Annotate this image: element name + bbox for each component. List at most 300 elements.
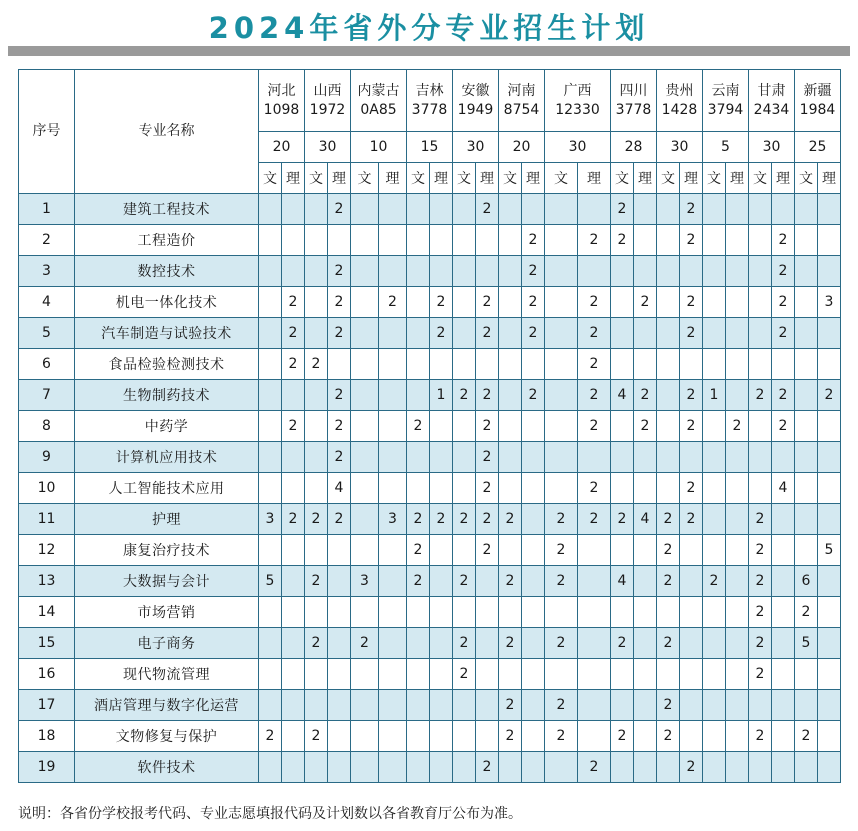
plan-count-cell xyxy=(772,566,795,597)
plan-count-cell xyxy=(703,256,726,287)
plan-count-cell xyxy=(259,442,282,473)
plan-count-cell xyxy=(499,256,522,287)
province-name: 广西 xyxy=(563,82,592,99)
footnote: 说明：各省份学校报考代码、专业志愿填报代码及计划数以各省教育厅公布为准。 xyxy=(18,806,522,822)
major-name: 食品检验检测技术 xyxy=(75,349,259,380)
plan-count-cell: 2 xyxy=(545,535,578,566)
plan-count-cell xyxy=(259,225,282,256)
type-science: 理 xyxy=(379,163,407,194)
plan-count-cell: 4 xyxy=(634,504,657,535)
type-liberal-arts: 文 xyxy=(657,163,680,194)
plan-count-cell xyxy=(259,659,282,690)
plan-count-cell xyxy=(379,349,407,380)
plan-count-cell xyxy=(578,256,611,287)
row-serial-number: 2 xyxy=(19,225,75,256)
plan-count-cell xyxy=(379,225,407,256)
plan-count-cell xyxy=(772,535,795,566)
province-name: 河南 xyxy=(507,82,536,99)
province-quota: 5 xyxy=(703,132,749,163)
plan-count-cell xyxy=(522,473,545,504)
plan-count-cell: 2 xyxy=(328,504,351,535)
plan-count-cell xyxy=(453,752,476,783)
province-header-row xyxy=(19,70,841,132)
table-row xyxy=(19,287,841,318)
plan-count-cell xyxy=(795,752,818,783)
plan-count-cell xyxy=(351,380,379,411)
plan-count-cell xyxy=(499,225,522,256)
type-science: 理 xyxy=(726,163,749,194)
province-header xyxy=(749,70,795,132)
plan-count-cell: 3 xyxy=(351,566,379,597)
plan-count-cell xyxy=(545,411,578,442)
province-quota: 30 xyxy=(657,132,703,163)
plan-count-cell xyxy=(305,256,328,287)
plan-count-cell xyxy=(351,597,379,628)
plan-count-cell xyxy=(795,349,818,380)
plan-count-cell xyxy=(657,349,680,380)
plan-count-cell: 2 xyxy=(407,566,430,597)
row-serial-number: 3 xyxy=(19,256,75,287)
plan-count-cell xyxy=(680,721,703,752)
plan-count-cell xyxy=(772,659,795,690)
plan-count-cell xyxy=(795,535,818,566)
plan-count-cell xyxy=(578,194,611,225)
plan-count-cell xyxy=(453,349,476,380)
plan-count-cell xyxy=(407,690,430,721)
plan-count-cell: 2 xyxy=(795,721,818,752)
plan-count-cell: 2 xyxy=(578,287,611,318)
plan-count-cell xyxy=(328,225,351,256)
plan-count-cell xyxy=(328,628,351,659)
plan-count-cell xyxy=(351,194,379,225)
plan-count-cell xyxy=(578,628,611,659)
plan-count-cell: 2 xyxy=(453,566,476,597)
plan-count-cell: 2 xyxy=(328,287,351,318)
major-name: 现代物流管理 xyxy=(75,659,259,690)
plan-count-cell: 2 xyxy=(407,411,430,442)
plan-count-cell xyxy=(578,721,611,752)
plan-count-cell: 2 xyxy=(430,287,453,318)
plan-count-cell xyxy=(282,628,305,659)
plan-count-cell xyxy=(818,566,841,597)
plan-count-cell: 2 xyxy=(305,349,328,380)
plan-count-cell xyxy=(351,225,379,256)
type-science: 理 xyxy=(578,163,611,194)
plan-count-cell xyxy=(611,535,634,566)
plan-count-cell xyxy=(305,535,328,566)
plan-count-cell xyxy=(305,597,328,628)
plan-count-cell: 2 xyxy=(476,473,499,504)
plan-count-cell: 2 xyxy=(305,721,328,752)
plan-count-cell xyxy=(379,721,407,752)
plan-count-cell xyxy=(453,721,476,752)
plan-count-cell xyxy=(499,411,522,442)
table-row xyxy=(19,628,841,659)
plan-count-cell: 4 xyxy=(328,473,351,504)
plan-count-cell xyxy=(351,504,379,535)
plan-count-cell xyxy=(749,442,772,473)
plan-count-cell xyxy=(351,721,379,752)
plan-count-cell xyxy=(634,349,657,380)
plan-count-cell xyxy=(407,473,430,504)
plan-count-cell: 2 xyxy=(657,628,680,659)
plan-count-cell: 2 xyxy=(680,194,703,225)
table-row xyxy=(19,597,841,628)
plan-count-cell xyxy=(430,225,453,256)
type-liberal-arts: 文 xyxy=(545,163,578,194)
plan-count-cell: 2 xyxy=(680,411,703,442)
plan-count-cell xyxy=(749,256,772,287)
plan-count-cell xyxy=(545,442,578,473)
province-quota: 30 xyxy=(749,132,795,163)
province-name: 山西 xyxy=(313,82,342,99)
province-code: 1098 xyxy=(263,101,300,118)
plan-count-cell xyxy=(818,721,841,752)
plan-count-cell: 2 xyxy=(522,380,545,411)
plan-count-cell xyxy=(305,225,328,256)
plan-count-cell xyxy=(703,690,726,721)
plan-count-cell xyxy=(282,566,305,597)
plan-count-cell xyxy=(522,752,545,783)
province-header xyxy=(795,70,841,132)
plan-count-cell xyxy=(476,349,499,380)
plan-count-cell: 1 xyxy=(703,380,726,411)
plan-count-cell: 2 xyxy=(453,380,476,411)
plan-count-cell xyxy=(634,628,657,659)
plan-count-cell: 2 xyxy=(772,318,795,349)
plan-count-cell xyxy=(305,752,328,783)
plan-count-cell xyxy=(657,411,680,442)
plan-count-cell xyxy=(749,318,772,349)
province-name: 贵州 xyxy=(665,82,694,99)
plan-count-cell: 2 xyxy=(476,411,499,442)
plan-count-cell: 2 xyxy=(305,504,328,535)
plan-count-cell: 2 xyxy=(680,752,703,783)
plan-count-cell xyxy=(328,566,351,597)
plan-count-cell xyxy=(328,535,351,566)
plan-count-cell: 2 xyxy=(328,411,351,442)
type-science: 理 xyxy=(282,163,305,194)
plan-count-cell xyxy=(305,287,328,318)
plan-count-cell xyxy=(499,287,522,318)
plan-count-cell xyxy=(634,318,657,349)
plan-count-cell xyxy=(657,225,680,256)
plan-count-cell xyxy=(772,690,795,721)
province-header xyxy=(499,70,545,132)
table-row xyxy=(19,349,841,380)
plan-count-cell xyxy=(772,349,795,380)
plan-count-cell xyxy=(453,256,476,287)
plan-count-cell xyxy=(634,194,657,225)
plan-count-cell xyxy=(351,318,379,349)
province-name: 吉林 xyxy=(415,82,444,99)
plan-count-cell xyxy=(430,473,453,504)
plan-count-cell xyxy=(545,349,578,380)
plan-count-cell: 2 xyxy=(476,318,499,349)
table-row xyxy=(19,225,841,256)
plan-count-cell xyxy=(545,225,578,256)
plan-count-cell xyxy=(611,442,634,473)
plan-count-cell: 2 xyxy=(657,535,680,566)
province-name: 新疆 xyxy=(803,82,832,99)
plan-count-cell xyxy=(407,194,430,225)
table-row xyxy=(19,473,841,504)
plan-count-cell xyxy=(545,256,578,287)
plan-count-cell xyxy=(282,721,305,752)
plan-count-cell xyxy=(259,597,282,628)
plan-count-cell xyxy=(703,442,726,473)
plan-count-cell: 3 xyxy=(259,504,282,535)
plan-count-cell xyxy=(795,256,818,287)
plan-count-cell xyxy=(795,473,818,504)
enrollment-plan-table xyxy=(18,69,841,783)
plan-count-cell xyxy=(703,318,726,349)
plan-count-cell xyxy=(726,225,749,256)
plan-count-cell xyxy=(407,442,430,473)
plan-count-cell xyxy=(795,194,818,225)
plan-count-cell xyxy=(522,411,545,442)
plan-count-cell xyxy=(726,690,749,721)
plan-count-cell: 2 xyxy=(611,628,634,659)
plan-count-cell xyxy=(703,287,726,318)
plan-count-cell xyxy=(726,535,749,566)
plan-count-cell xyxy=(305,690,328,721)
plan-count-cell xyxy=(749,194,772,225)
row-serial-number: 7 xyxy=(19,380,75,411)
plan-count-cell: 2 xyxy=(522,256,545,287)
plan-count-cell: 2 xyxy=(578,318,611,349)
plan-count-cell xyxy=(749,473,772,504)
plan-count-cell xyxy=(818,504,841,535)
plan-count-cell xyxy=(351,287,379,318)
row-serial-number: 13 xyxy=(19,566,75,597)
plan-count-cell xyxy=(726,752,749,783)
province-header xyxy=(259,70,305,132)
plan-count-cell xyxy=(749,287,772,318)
plan-count-cell xyxy=(818,628,841,659)
plan-count-cell xyxy=(430,721,453,752)
province-code: 8754 xyxy=(503,101,540,118)
province-code: 1972 xyxy=(309,101,346,118)
plan-count-cell xyxy=(749,752,772,783)
plan-count-cell xyxy=(522,194,545,225)
plan-count-cell xyxy=(726,597,749,628)
plan-count-cell xyxy=(795,442,818,473)
plan-count-cell xyxy=(611,256,634,287)
plan-count-cell: 2 xyxy=(749,628,772,659)
province-code: 3778 xyxy=(615,101,652,118)
plan-count-cell xyxy=(476,659,499,690)
plan-count-cell xyxy=(703,194,726,225)
plan-count-cell: 2 xyxy=(545,628,578,659)
plan-count-cell xyxy=(351,349,379,380)
province-code: 1984 xyxy=(799,101,836,118)
table-row xyxy=(19,256,841,287)
plan-count-cell: 2 xyxy=(430,318,453,349)
plan-count-cell xyxy=(772,752,795,783)
plan-count-cell xyxy=(259,411,282,442)
plan-count-cell xyxy=(795,380,818,411)
major-name: 市场营销 xyxy=(75,597,259,628)
plan-count-cell xyxy=(282,659,305,690)
plan-count-cell xyxy=(703,535,726,566)
plan-count-cell xyxy=(430,194,453,225)
plan-count-cell xyxy=(611,287,634,318)
province-name: 甘肃 xyxy=(757,82,786,99)
plan-count-cell xyxy=(772,504,795,535)
plan-count-cell xyxy=(680,256,703,287)
plan-count-cell: 2 xyxy=(407,535,430,566)
plan-count-cell xyxy=(430,752,453,783)
plan-count-cell xyxy=(351,535,379,566)
plan-count-cell xyxy=(282,597,305,628)
plan-count-cell xyxy=(476,628,499,659)
plan-count-cell xyxy=(578,659,611,690)
plan-count-cell: 2 xyxy=(749,566,772,597)
plan-count-cell: 2 xyxy=(772,225,795,256)
plan-count-cell xyxy=(259,628,282,659)
plan-count-cell xyxy=(611,473,634,504)
plan-count-cell: 4 xyxy=(772,473,795,504)
plan-count-cell xyxy=(379,566,407,597)
type-liberal-arts: 文 xyxy=(407,163,430,194)
plan-count-cell: 2 xyxy=(772,380,795,411)
plan-count-cell: 2 xyxy=(578,752,611,783)
plan-count-cell xyxy=(726,566,749,597)
plan-count-cell xyxy=(453,597,476,628)
plan-count-cell xyxy=(328,597,351,628)
plan-count-cell xyxy=(379,256,407,287)
plan-count-cell xyxy=(453,194,476,225)
plan-count-cell: 2 xyxy=(611,225,634,256)
plan-count-cell: 2 xyxy=(657,504,680,535)
plan-count-cell xyxy=(499,318,522,349)
major-name: 计算机应用技术 xyxy=(75,442,259,473)
plan-count-cell xyxy=(259,380,282,411)
plan-count-cell: 2 xyxy=(476,752,499,783)
plan-count-cell xyxy=(611,597,634,628)
plan-count-cell xyxy=(476,597,499,628)
plan-count-cell xyxy=(657,442,680,473)
plan-count-cell xyxy=(818,225,841,256)
table-row xyxy=(19,318,841,349)
plan-count-cell: 2 xyxy=(611,194,634,225)
plan-count-cell xyxy=(657,318,680,349)
province-header xyxy=(703,70,749,132)
major-name: 建筑工程技术 xyxy=(75,194,259,225)
plan-count-cell xyxy=(407,597,430,628)
table-row xyxy=(19,721,841,752)
plan-count-cell xyxy=(351,442,379,473)
province-name: 河北 xyxy=(267,82,296,99)
plan-count-cell xyxy=(522,597,545,628)
plan-count-cell xyxy=(453,411,476,442)
plan-count-cell: 2 xyxy=(476,380,499,411)
plan-count-cell xyxy=(305,318,328,349)
type-liberal-arts: 文 xyxy=(453,163,476,194)
row-serial-number: 10 xyxy=(19,473,75,504)
plan-count-cell xyxy=(634,225,657,256)
plan-count-cell xyxy=(328,752,351,783)
plan-count-cell: 2 xyxy=(282,318,305,349)
plan-count-cell: 2 xyxy=(680,380,703,411)
plan-count-cell xyxy=(522,659,545,690)
plan-count-cell xyxy=(379,411,407,442)
plan-count-cell xyxy=(499,194,522,225)
type-liberal-arts: 文 xyxy=(259,163,282,194)
plan-count-cell xyxy=(726,721,749,752)
plan-count-cell xyxy=(795,659,818,690)
plan-count-cell xyxy=(703,473,726,504)
row-serial-number: 5 xyxy=(19,318,75,349)
table-row xyxy=(19,442,841,473)
province-quota: 30 xyxy=(545,132,611,163)
plan-count-cell xyxy=(379,318,407,349)
plan-count-cell xyxy=(726,318,749,349)
plan-count-cell: 2 xyxy=(351,628,379,659)
plan-count-cell xyxy=(703,597,726,628)
table-row xyxy=(19,194,841,225)
plan-count-cell: 2 xyxy=(680,473,703,504)
plan-count-cell: 4 xyxy=(611,380,634,411)
plan-count-cell xyxy=(578,566,611,597)
plan-count-cell xyxy=(795,318,818,349)
plan-count-cell: 2 xyxy=(282,411,305,442)
plan-count-cell xyxy=(379,659,407,690)
plan-count-cell xyxy=(453,690,476,721)
plan-count-cell: 5 xyxy=(818,535,841,566)
plan-count-cell xyxy=(351,411,379,442)
plan-count-cell: 2 xyxy=(795,597,818,628)
plan-count-cell xyxy=(795,287,818,318)
plan-count-cell xyxy=(703,225,726,256)
table-row xyxy=(19,690,841,721)
plan-count-cell: 2 xyxy=(634,411,657,442)
plan-count-cell xyxy=(818,256,841,287)
plan-count-cell: 2 xyxy=(818,380,841,411)
plan-count-cell xyxy=(499,380,522,411)
row-serial-number: 16 xyxy=(19,659,75,690)
plan-count-cell: 2 xyxy=(407,504,430,535)
plan-count-cell xyxy=(772,442,795,473)
plan-count-cell xyxy=(818,442,841,473)
plan-count-cell xyxy=(430,690,453,721)
major-name: 文物修复与保护 xyxy=(75,721,259,752)
plan-count-cell xyxy=(703,504,726,535)
plan-count-cell xyxy=(305,473,328,504)
plan-count-cell xyxy=(657,659,680,690)
plan-count-cell xyxy=(634,566,657,597)
plan-count-cell xyxy=(522,349,545,380)
plan-count-cell xyxy=(818,411,841,442)
row-serial-number: 19 xyxy=(19,752,75,783)
plan-count-cell: 2 xyxy=(453,628,476,659)
plan-count-cell xyxy=(578,535,611,566)
plan-count-cell xyxy=(680,566,703,597)
province-name: 四川 xyxy=(619,82,648,99)
plan-count-cell: 2 xyxy=(634,380,657,411)
major-name: 电子商务 xyxy=(75,628,259,659)
plan-count-cell: 2 xyxy=(305,628,328,659)
plan-count-cell xyxy=(379,194,407,225)
type-liberal-arts: 文 xyxy=(611,163,634,194)
plan-count-cell xyxy=(476,690,499,721)
table-row xyxy=(19,411,841,442)
table-row xyxy=(19,566,841,597)
plan-count-cell xyxy=(351,752,379,783)
plan-count-cell xyxy=(726,287,749,318)
province-name: 安徽 xyxy=(461,82,490,99)
